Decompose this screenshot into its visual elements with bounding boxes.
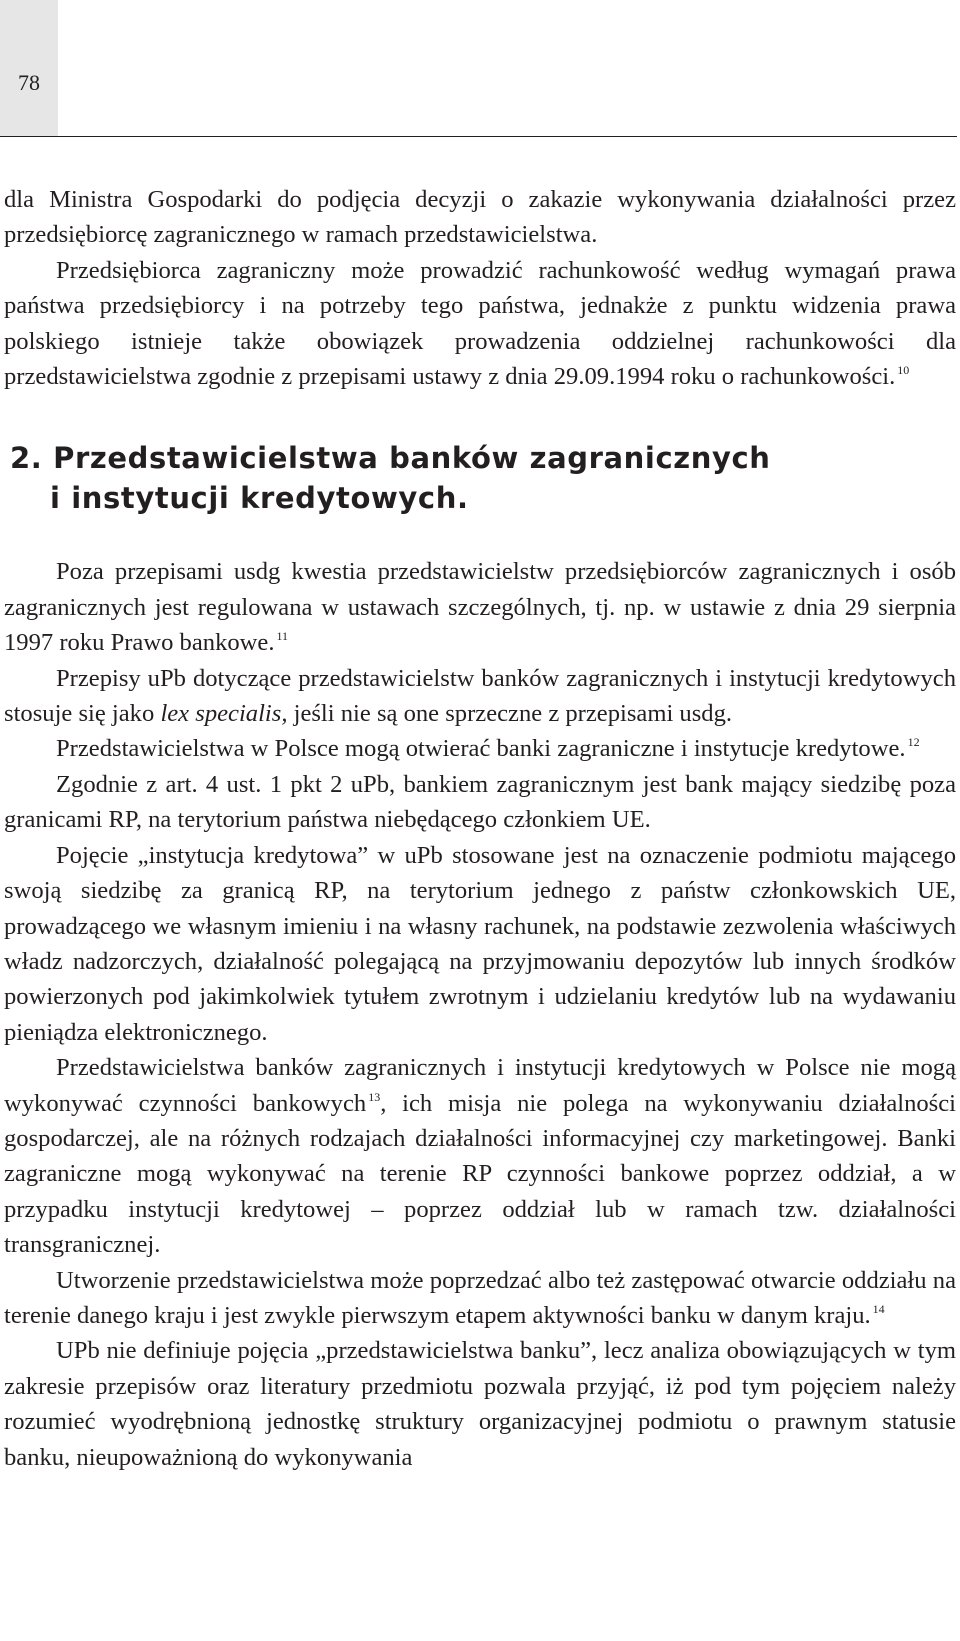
paragraph-9-text: Utworzenie przedstawicielstwa może poprzedzać albo też zastępować otwarcie oddziału na terenie danego kraju i jest zwykle pierwszym etapem aktywności banku w danym kraju.	[4, 1266, 956, 1329]
footnote-ref-13: 13	[368, 1089, 381, 1104]
paragraph-7	[4, 838, 956, 1050]
paragraph-10	[4, 1333, 956, 1475]
paragraph-4-latin-term: lex specialis,	[160, 700, 288, 728]
paragraph-9	[4, 1263, 956, 1334]
paragraph-2-text: Przedsiębiorca zagraniczny może prowadzić rachunkowość według wymagań prawa państwa przedsiębiorcy i na potrzeby tego państwa, jednakże z punktu widzenia prawa polskiego istnieje także obowiązek prowadzenia oddzielnej rachunkowości dla przedstawicielstwa zgodnie z przepisami ustawy z dnia 29.09.1994 roku o rachunkowości.	[4, 256, 956, 391]
paragraph-6	[4, 767, 956, 838]
paragraph-1	[4, 182, 956, 253]
paragraph-6-text: Zgodnie z art. 4 ust. 1 pkt 2 uPb, bankiem zagranicznym jest bank mający siedzibę poza granicami RP, na terytorium państwa niebędącego członkiem UE.	[4, 770, 956, 834]
page-number-tab	[0, 0, 58, 136]
paragraph-1-text: dla Ministra Gospodarki do podjęcia decyzji o zakazie wykonywania działalności przez przedsiębiorcę zagranicznego w ramach przedstawicielstwa.	[4, 186, 956, 249]
section-title-line-1: Przedstawicielstwa banków zagranicznych	[53, 441, 771, 476]
section-title-line-2: i instytucji kredytowych.	[50, 481, 469, 516]
paragraph-4-text-after: jeśli nie są one sprzeczne z przepisami usdg.	[287, 700, 733, 728]
paragraph-7-text: Pojęcie „instytucja kredytowa” w uPb stosowane jest na oznaczenie podmiotu mającego swoją siedzibę za granicą RP, na terytorium jednego z państw członkowskich UE, prowadzącego we własnym imieniu i na własny rachunek, na podstawie zezwolenia właściwych władz nadzorczych, działalność polegającą na przyjmowaniu depozytów lub innych środków powierzonych pod jakimkolwiek tytułem zwrotnym i udzielaniu kredytów lub na wydawaniu pieniądza elektronicznego.	[4, 841, 956, 1046]
paragraph-4-text-before: Przepisy uPb dotyczące przedstawicielstw banków zagranicznych i instytucji kredytowych stosuje się jako	[4, 664, 956, 728]
paragraph-3-text: Poza przepisami usdg kwestia przedstawicielstw przedsiębiorców zagranicznych i osób zagranicznych jest regulowana w ustawach szczególnych, tj. np. w ustawie z dnia 29 sierpnia 1997 roku Prawo bankowe.	[4, 558, 956, 657]
paragraph-8	[4, 1050, 956, 1262]
footnote-ref-12: 12	[907, 735, 920, 750]
section-heading-block	[4, 438, 956, 518]
page-body	[4, 182, 956, 1475]
footnote-ref-11: 11	[276, 629, 289, 644]
header-rule	[0, 136, 957, 137]
footnote-ref-14: 14	[872, 1301, 885, 1316]
paragraph-8-text-after: , ich misja nie polega na wykonywaniu działalności gospodarczej, ale na różnych rodzajach działalności informacyjnej czy marketingowej. Banki zagraniczne mogą wykonywać na terenie RP czynności bankowe poprzez oddział, a w przypadku instytucji kredytowej – poprzez oddział lub w ramach tzw. działalności transgranicznej.	[4, 1089, 956, 1259]
paragraph-5-text: Przedstawicielstwa w Polsce mogą otwierać banki zagraniczne i instytucje kredytowe.	[56, 735, 906, 763]
section-number: 2.	[10, 441, 43, 476]
paragraph-8-text-before: Przedstawicielstwa banków zagranicznych i instytucji kredytowych w Polsce nie mogą wykonywać czynności bankowych	[4, 1054, 956, 1117]
paragraph-4	[4, 661, 956, 732]
paragraph-5	[4, 731, 956, 766]
paragraph-3	[4, 554, 956, 660]
paragraph-10-text: UPb nie definiuje pojęcia „przedstawicielstwa banku”, lecz analiza obowiązujących w tym zakresie przepisów oraz literatury przedmiotu pozwala przyjąć, iż pod tym pojęciem należy rozumieć wyodrębnioną jednostkę struktury organizacyjnej podmiotu o prawnym statusie banku, nieupoważnioną do wykonywania	[4, 1337, 956, 1471]
page-number: 78	[18, 70, 40, 95]
paragraph-2	[4, 253, 956, 395]
section-heading	[4, 438, 956, 518]
footnote-ref-10: 10	[897, 363, 910, 378]
